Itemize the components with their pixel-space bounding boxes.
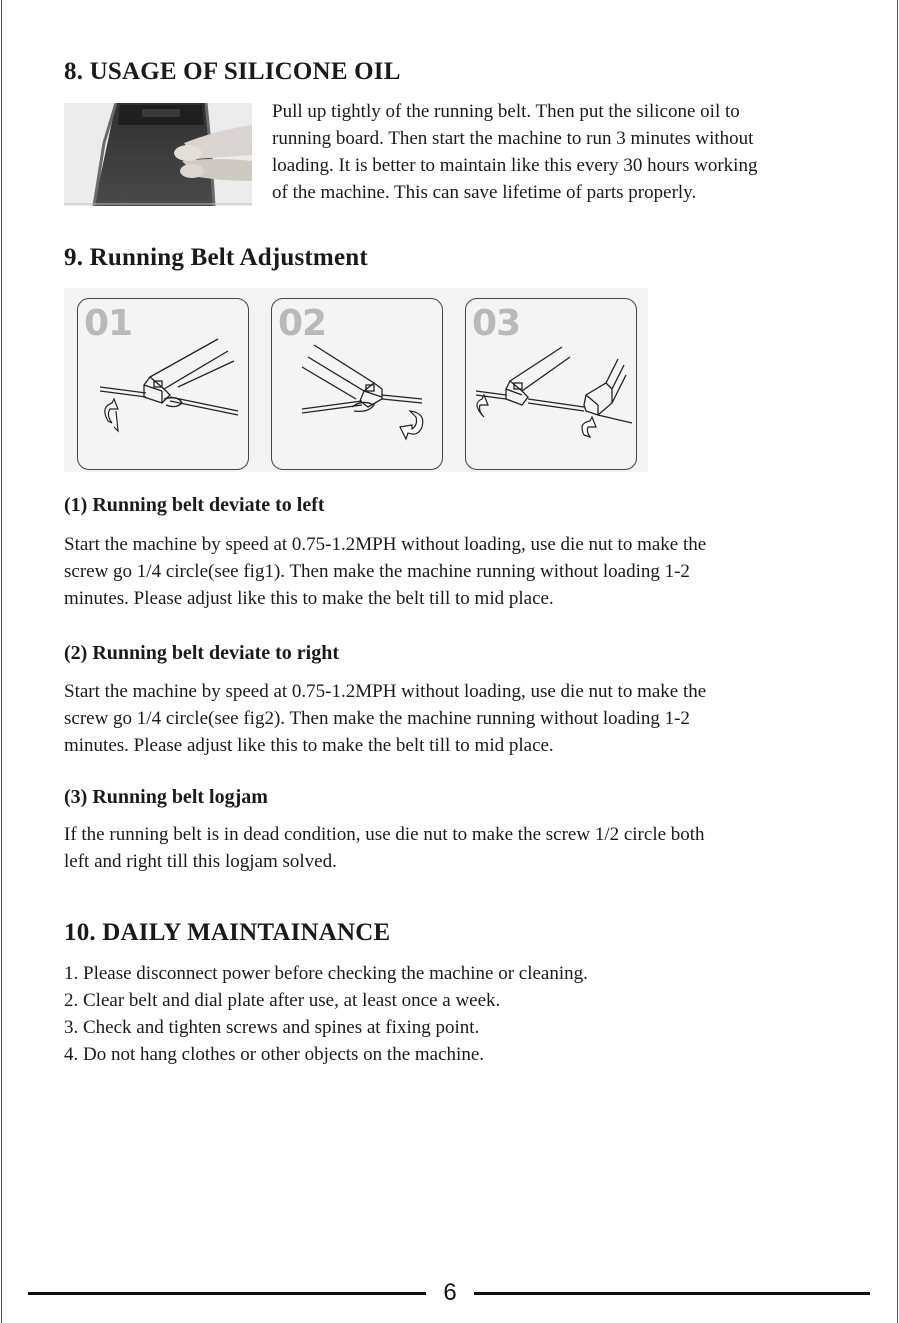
subsection-line: Start the machine by speed at 0.75-1.2MPH without loading, use die nut to make the: [64, 681, 707, 702]
subsection-logjam-title: (3) Running belt logjam: [64, 786, 268, 808]
silicone-paragraph-line: loading. It is better to maintain like this every 30 hours working: [272, 155, 758, 176]
subsection-line: Start the machine by speed at 0.75-1.2MPH without loading, use die nut to make the: [64, 534, 707, 555]
maintenance-list-item: 2. Clear belt and dial plate after use, at least once a week.: [64, 990, 501, 1011]
figure-02: [271, 298, 443, 470]
subsection-line: screw go 1/4 circle(see fig1). Then make the machine running without loading 1-2: [64, 561, 690, 582]
footer-rule-left: [28, 1292, 426, 1295]
silicone-paragraph-line: running board. Then start the machine to run 3 minutes without: [272, 128, 754, 149]
figure-number: 03: [472, 303, 521, 344]
footer-rule-right: [474, 1292, 870, 1295]
figure-number: 01: [84, 303, 133, 344]
page-number: 6: [443, 1279, 457, 1306]
belt-adjustment-figures: [64, 288, 648, 472]
subsection-line: screw go 1/4 circle(see fig2). Then make the machine running without loading 1-2: [64, 708, 690, 729]
figure-01: [77, 298, 249, 470]
maintenance-list-item: 1. Please disconnect power before checking the machine or cleaning.: [64, 963, 588, 984]
subsection-line: If the running belt is in dead condition, use die nut to make the screw 1/2 circle both: [64, 824, 705, 845]
silicone-oil-photo: [64, 103, 252, 206]
figure-03: [465, 298, 637, 470]
subsection-line: minutes. Please adjust like this to make the belt till to mid place.: [64, 735, 554, 756]
subsection-line: left and right till this logjam solved.: [64, 851, 337, 872]
maintenance-list-item: 3. Check and tighten screws and spines at fixing point.: [64, 1017, 480, 1038]
page-border-right: [897, 0, 898, 1323]
subsection-line: minutes. Please adjust like this to make the belt till to mid place.: [64, 588, 554, 609]
belt-adjustment-heading: 9. Running Belt Adjustment: [64, 244, 368, 271]
belt-logjam-diagram: [466, 299, 636, 469]
page-border-left: [1, 0, 2, 1323]
silicone-heading: 8. USAGE OF SILICONE OIL: [64, 58, 401, 85]
maintenance-list-item: 4. Do not hang clothes or other objects on the machine.: [64, 1044, 485, 1065]
belt-adjust-right-diagram: [272, 299, 442, 469]
figure-number: 02: [278, 303, 327, 344]
belt-adjust-left-diagram: [78, 299, 248, 469]
silicone-paragraph-line: Pull up tightly of the running belt. Then put the silicone oil to: [272, 101, 740, 122]
maintenance-heading: 10. DAILY MAINTAINANCE: [64, 919, 391, 946]
subsection-right-title: (2) Running belt deviate to right: [64, 642, 339, 664]
subsection-left-title: (1) Running belt deviate to left: [64, 494, 325, 516]
silicone-paragraph-line: of the machine. This can save lifetime of parts properly.: [272, 182, 697, 203]
